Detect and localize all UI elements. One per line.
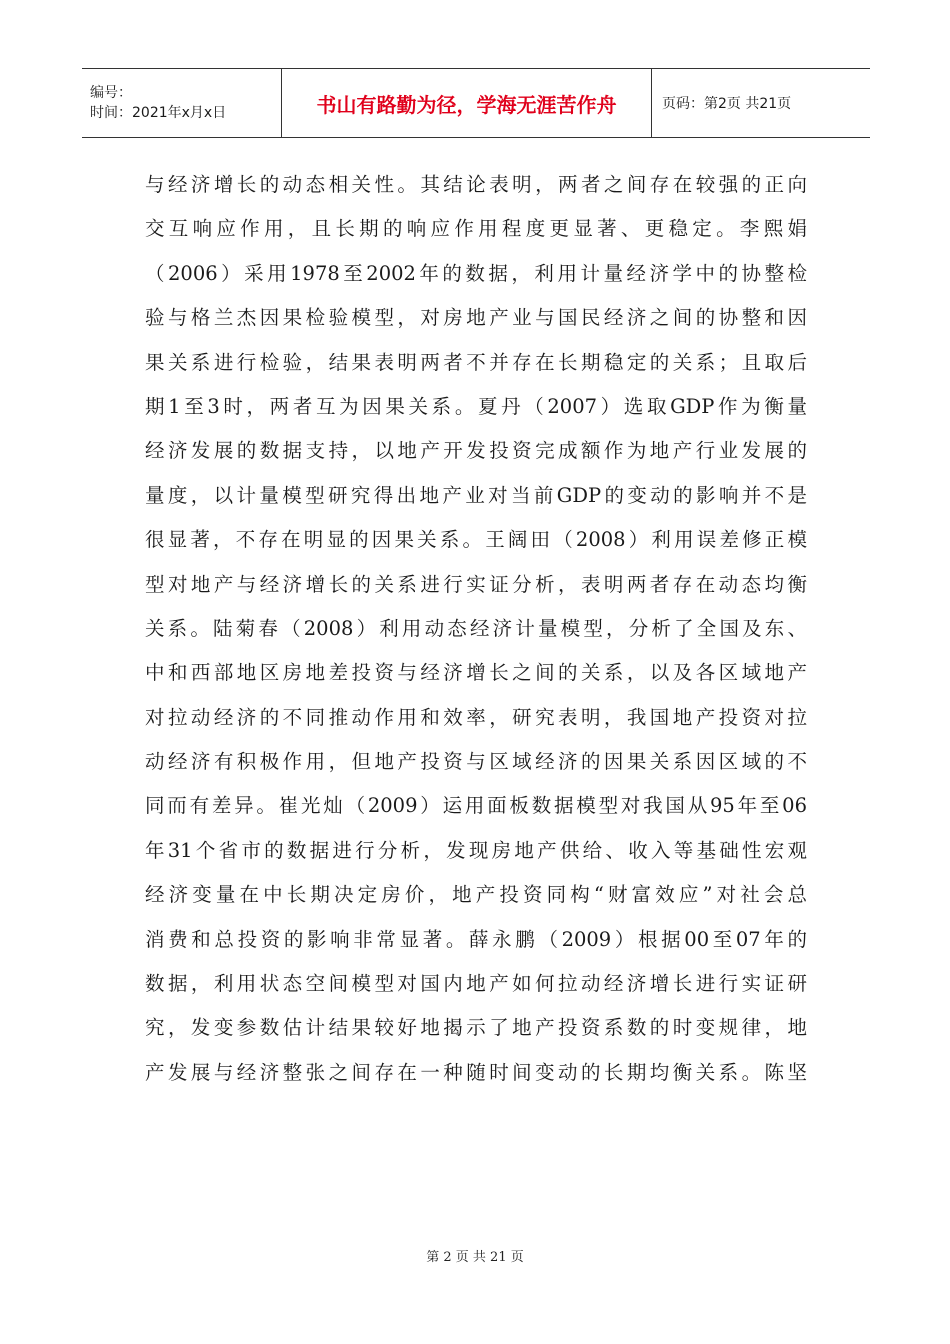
text-line: 年31个省市的数据进行分析，发现房地产供给、收入等基础性宏观	[145, 838, 807, 862]
text-line: 关系。陆菊春（2008）利用动态经济计量模型，分析了全国及东、	[145, 616, 807, 640]
text-line: 与经济增长的动态相关性。其结论表明，两者之间存在较强的正向	[145, 173, 807, 196]
text-line: 经济变量在中长期决定房价，地产投资同构“财富效应”对社会总	[145, 883, 807, 907]
document-date-label: 时间：2021年x月x日	[90, 105, 227, 121]
text-line: 产发展与经济整张之间存在一种随时间变动的长期均衡关系。陈坚	[145, 1060, 807, 1084]
text-line: 很显著，不存在明显的因果关系。王阔田（2008）利用误差修正模	[145, 528, 807, 552]
text-line: 交互响应作用，且长期的响应作用程度更显著、更稳定。李熙娟	[145, 217, 807, 241]
header-meta	[82, 69, 282, 137]
text-line: 对拉动经济的不同推动作用和效率，研究表明，我国地产投资对拉	[145, 705, 807, 729]
text-line: 期1至3时，两者互为因果关系。夏丹（2007）选取GDP作为衡量	[145, 394, 807, 418]
text-line: 经济发展的数据支持，以地产开发投资完成额作为地产行业发展的	[145, 439, 807, 463]
text-line: 数据，利用状态空间模型对国内地产如何拉动经济增长进行实证研	[145, 972, 807, 996]
page-header	[82, 68, 870, 138]
document-number-label: 编号：	[90, 85, 132, 101]
text-line: 消费和总投资的影响非常显著。薛永鹏（2009）根据00至07年的	[145, 927, 807, 951]
page-footer: 第 2 页 共 21 页	[426, 1250, 524, 1265]
text-line: 同而有差异。崔光灿（2009）运用面板数据模型对我国从95年至06	[145, 794, 807, 818]
body-text	[145, 163, 807, 1095]
text-line: 量度，以计量模型研究得出地产业对当前GDP的变动的影响并不是	[145, 483, 807, 507]
header-page-info: 页码：第2页 共21页	[662, 96, 792, 112]
text-line: 果关系进行检验，结果表明两者不并存在长期稳定的关系；且取后	[145, 350, 807, 374]
text-line: （2006）采用1978至2002年的数据，利用计量经济学中的协整检	[145, 261, 807, 285]
text-line: 动经济有积极作用，但地产投资与区域经济的因果关系因区域的不	[145, 750, 807, 774]
header-motto: 书山有路勤为径，学海无涯苦作舟	[282, 69, 652, 137]
text-line: 型对地产与经济增长的关系进行实证分析，表明两者存在动态均衡	[145, 572, 807, 596]
text-line: 究，发变参数估计结果较好地揭示了地产投资系数的时变规律，地	[145, 1016, 807, 1040]
text-line: 中和西部地区房地差投资与经济增长之间的关系，以及各区域地产	[145, 661, 807, 685]
text-line: 验与格兰杰因果检验模型，对房地产业与国民经济之间的协整和因	[145, 306, 807, 330]
